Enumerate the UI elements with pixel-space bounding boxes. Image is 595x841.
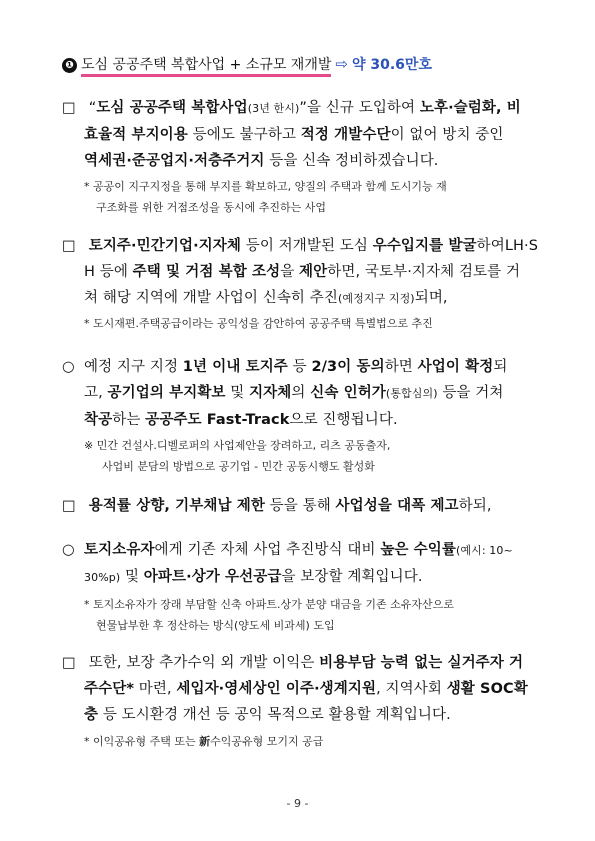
paragraph-line: 30%p) 및 아파트·상가 우선공급을 보장할 계획입니다. bbox=[84, 569, 423, 585]
arrow-right-icon: ⇨ bbox=[335, 55, 348, 73]
page-number: - 9 - bbox=[286, 797, 309, 810]
paragraph-2 bbox=[62, 233, 538, 312]
section-number-badge: ❶ bbox=[62, 58, 77, 73]
section-target: 약 30.6만호 bbox=[351, 57, 432, 73]
footnote-3: ※ 민간 건설사.디벨로퍼의 사업제안을 장려하고, 리츠 공동출자, 사업비 분담의 방법으로 공기업 - 민간 공동시행도 활성화 bbox=[84, 439, 391, 473]
section-title: 도심 공공주택 복합사업 + 소규모 재개발 bbox=[81, 57, 331, 77]
paragraph-line: 주수단* 마련, 세입자·영세상인 이주·생계지원, 지역사회 생활 SOC확 bbox=[84, 681, 528, 697]
paragraph-line: 쳐 해당 지역에 개발 사업이 신속히 추진(예정지구 지정)되며, bbox=[84, 290, 448, 306]
paragraph-5 bbox=[62, 537, 513, 591]
paragraph-line: □ 용적률 상향, 기부채납 제한 등을 통해 사업성을 대폭 제고하되, bbox=[62, 493, 492, 519]
square-bullet-icon: □ bbox=[62, 655, 76, 671]
square-bullet-icon: □ bbox=[62, 100, 76, 116]
paragraph-4 bbox=[62, 493, 492, 519]
paragraph-6 bbox=[62, 650, 528, 728]
paragraph-line: □ 토지주·민간기업·지자체 등이 저개발된 도심 우수입지를 발굴하여LH·S bbox=[62, 233, 538, 259]
paragraph-line: □ 또한, 보장 추가수익 외 개발 이익은 비용부담 능력 없는 실거주자 거 bbox=[62, 650, 528, 676]
paragraph-line: H 등에 주택 및 거점 복합 조성을 제안하면, 국토부·지자체 검토를 거 bbox=[84, 264, 521, 280]
paragraph-1 bbox=[62, 95, 521, 174]
square-bullet-icon: □ bbox=[62, 238, 76, 254]
footnote-1: * 공공이 지구지정을 통해 부지를 확보하고, 양질의 주택과 함께 도시기능 재 구조화를 위한 거점조성을 동시에 추진하는 사업 bbox=[84, 180, 447, 214]
paragraph-line: ○ 토지소유자에게 기존 자체 사업 추진방식 대비 높은 수익률(예시: 10~ bbox=[62, 537, 513, 564]
paragraph-line: 효율적 부지이용 등에도 불구하고 적정 개발수단이 없어 방치 중인 bbox=[84, 127, 504, 143]
paragraph-line: 역세권·준공업지·저층주거지 등을 신속 정비하겠습니다. bbox=[84, 153, 439, 169]
section-heading bbox=[62, 55, 432, 74]
circle-bullet-icon: ○ bbox=[62, 542, 75, 558]
paragraph-3 bbox=[62, 354, 507, 433]
square-bullet-icon: □ bbox=[62, 498, 76, 514]
paragraph-line: 착공하는 공공주도 Fast-Track으로 진행됩니다. bbox=[84, 412, 398, 428]
paragraph-line: 고, 공기업의 부지확보 및 지자체의 신속 인허가(통합심의) 등을 거쳐 bbox=[84, 385, 504, 401]
footnote-6: * 이익공유형 주택 또는 新수익공유형 모기지 공급 bbox=[84, 735, 324, 748]
paragraph-line: 충 등 도시환경 개선 등 공익 목적으로 활용할 계획입니다. bbox=[84, 707, 451, 723]
paragraph-line: ○ 예정 지구 지정 1년 이내 토지주 등 2/3이 동의하면 사업이 확정되 bbox=[62, 354, 507, 380]
paragraph-line: □ “도심 공공주택 복합사업(3년 한시)”을 신규 도입하여 노후·슬럼화, 비 bbox=[62, 95, 521, 122]
footnote-2: * 도시재편.주택공급이라는 공익성을 감안하여 공공주택 특별법으로 추진 bbox=[84, 317, 433, 330]
circle-bullet-icon: ○ bbox=[62, 359, 75, 375]
footnote-5: * 토지소유자가 장래 부담할 신축 아파트.상가 분양 대금을 기존 소유자산으로 현물납부한 후 정산하는 방식(양도세 비과세) 도입 bbox=[84, 598, 454, 632]
